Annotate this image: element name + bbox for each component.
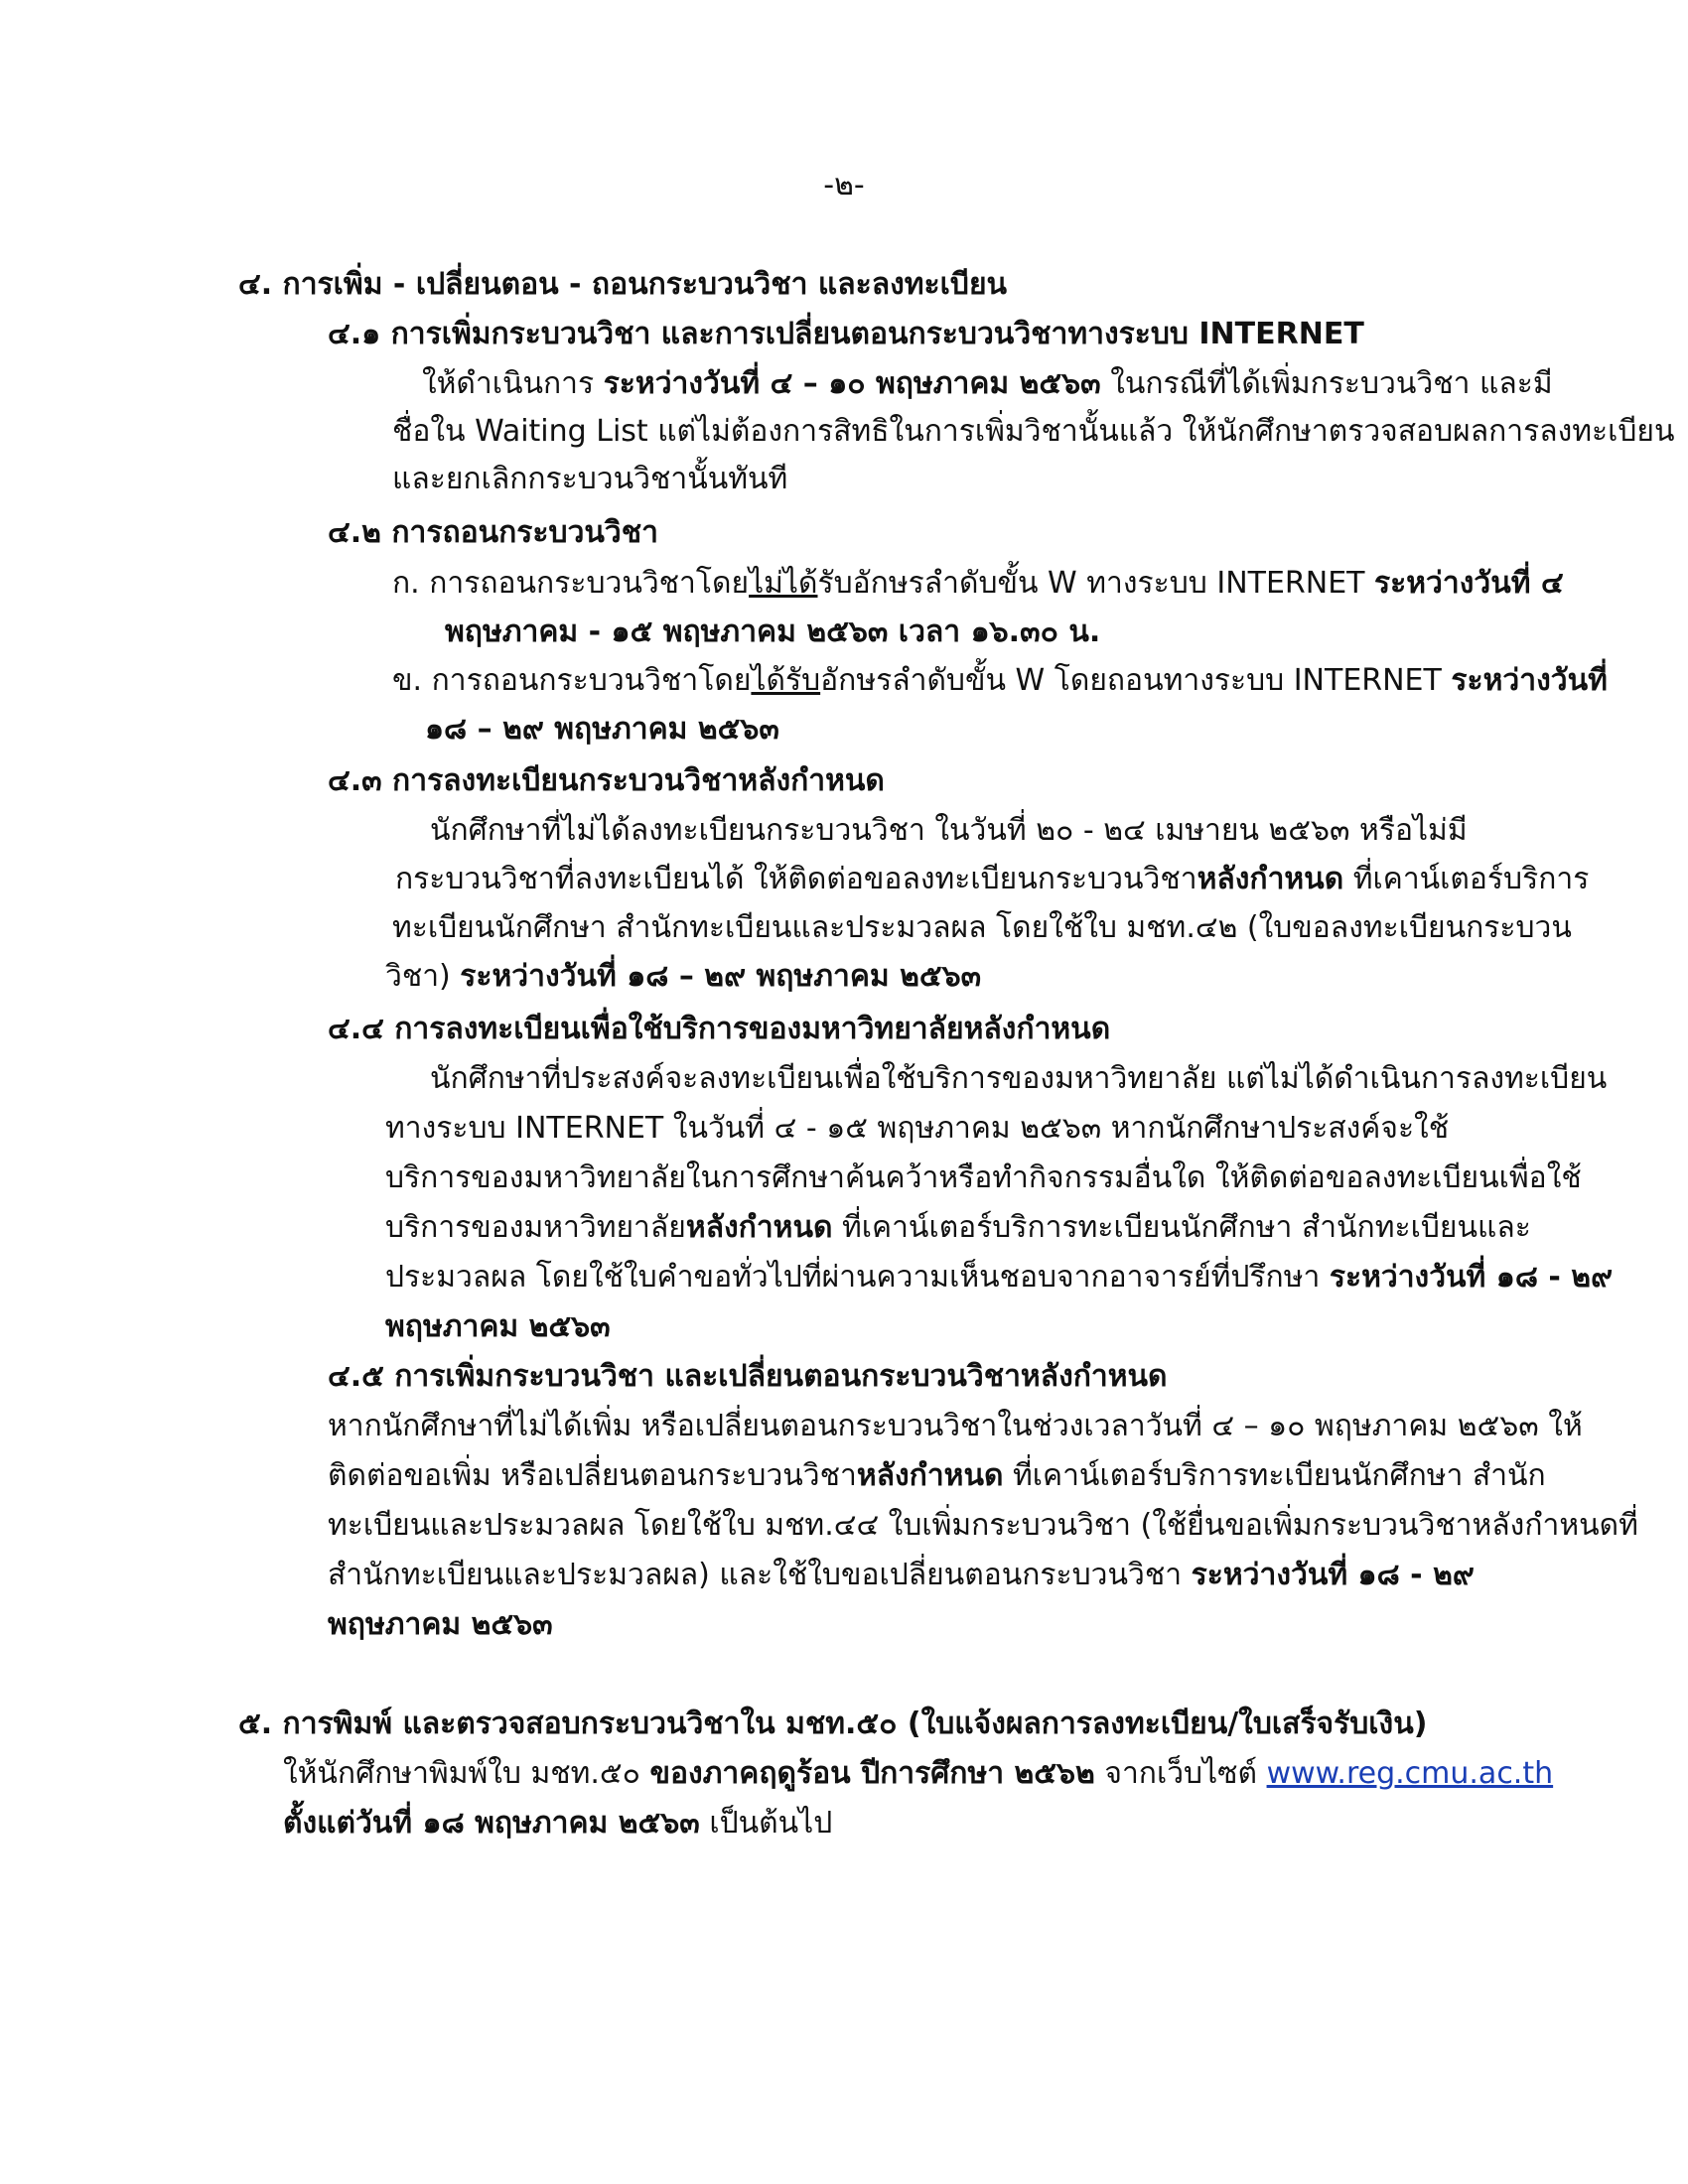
section-4-1-line-3: และยกเลิกกระบวนวิชานั้นทันที [392,462,788,496]
section-4-2-item-b-line-2: ๑๘ – ๒๙ พฤษภาคม ๒๕๖๓ [425,712,779,747]
section-4-4-line-1: นักศึกษาที่ประสงค์จะลงทะเบียนเพื่อใช้บริการของมหาวิทยาลัย แต่ไม่ได้ดำเนินการลงทะเบียน [430,1061,1608,1096]
section-4-3-line-1: นักศึกษาที่ไม่ได้ลงทะเบียนกระบวนวิชา ในวันที่ ๒๐ - ๒๔ เมษายน ๒๕๖๓ หรือไม่มี [430,813,1468,848]
section-4-5-heading: ๔.๕ การเพิ่มกระบวนวิชา และเปลี่ยนตอนกระบวนวิชาหลังกำหนด [328,1359,1168,1394]
reg-website-link[interactable]: www.reg.cmu.ac.th [1266,1756,1554,1791]
section-4-5-line-5: พฤษภาคม ๒๕๖๓ [328,1607,553,1642]
page-number: -๒- [823,168,865,203]
section-4-2-item-a-line-1: ก. การถอนกระบวนวิชาโดยไม่ได้รับอักษรลำดับขั้น W ทางระบบ INTERNET ระหว่างวันที่ ๔ [392,566,1564,601]
section-4-4-heading: ๔.๔ การลงทะเบียนเพื่อใช้บริการของมหาวิทยาลัยหลังกำหนด [328,1012,1111,1046]
section-4-3-line-3: ทะเบียนนักศึกษา สำนักทะเบียนและประมวลผล โดยใช้ใบ มชท.๔๒ (ใบขอลงทะเบียนกระบวน [392,910,1572,945]
section-4-heading: ๔. การเพิ่ม - เปลี่ยนตอน - ถอนกระบวนวิชา และลงทะเบียน [238,267,1008,302]
section-4-1-heading: ๔.๑ การเพิ่มกระบวนวิชา และการเปลี่ยนตอนกระบวนวิชาทางระบบ INTERNET [328,317,1364,351]
section-4-2-item-b-line-1: ข. การถอนกระบวนวิชาโดยได้รับอักษรลำดับขั้น W โดยถอนทางระบบ INTERNET ระหว่างวันที่ [392,663,1608,698]
section-4-5-line-3: ทะเบียนและประมวลผล โดยใช้ใบ มชท.๔๔ ใบเพิ่มกระบวนวิชา (ใช้ยื่นขอเพิ่มกระบวนวิชาหลังกำหนดที่ [328,1508,1638,1543]
section-4-4-line-2: ทางระบบ INTERNET ในวันที่ ๔ - ๑๕ พฤษภาคม ๒๕๖๓ หากนักศึกษาประสงค์จะใช้ [385,1111,1450,1146]
section-4-4-line-5: ประมวลผล โดยใช้ใบคำขอทั่วไปที่ผ่านความเห็นชอบจากอาจารย์ที่ปรึกษา ระหว่างวันที่ ๑๘ - ๒๙ [385,1260,1614,1295]
section-4-3-heading: ๔.๓ การลงทะเบียนกระบวนวิชาหลังกำหนด [328,763,885,798]
section-4-2-heading: ๔.๒ การถอนกระบวนวิชา [328,515,658,550]
section-4-5-line-2: ติดต่อขอเพิ่ม หรือเปลี่ยนตอนกระบวนวิชาหลังกำหนด ที่เคาน์เตอร์บริการทะเบียนนักศึกษา สำนัก [328,1458,1546,1493]
section-4-4-line-4: บริการของมหาวิทยาลัยหลังกำหนด ที่เคาน์เตอร์บริการทะเบียนนักศึกษา สำนักทะเบียนและ [385,1210,1531,1245]
section-4-5-line-1: หากนักศึกษาที่ไม่ได้เพิ่ม หรือเปลี่ยนตอนกระบวนวิชาในช่วงเวลาวันที่ ๔ – ๑๐ พฤษภาคม ๒๕๖๓ ให้ [328,1409,1583,1443]
section-4-1-line-1: ให้ดำเนินการ ระหว่างวันที่ ๔ – ๑๐ พฤษภาคม ๒๕๖๓ ในกรณีที่ได้เพิ่มกระบวนวิชา และมี [422,366,1553,401]
section-4-3-line-2: กระบวนวิชาที่ลงทะเบียนได้ ให้ติดต่อขอลงทะเบียนกระบวนวิชาหลังกำหนด ที่เคาน์เตอร์บริการ [395,862,1590,896]
section-5-line-2: ตั้งแต่วันที่ ๑๘ พฤษภาคม ๒๕๖๓ เป็นต้นไป [283,1806,833,1841]
section-5-heading: ๕. การพิมพ์ และตรวจสอบกระบวนวิชาใน มชท.๕๐ (ใบแจ้งผลการลงทะเบียน/ใบเสร็จรับเงิน) [238,1706,1428,1741]
section-4-3-line-4: วิชา) ระหว่างวันที่ ๑๘ – ๒๙ พฤษภาคม ๒๕๖๓ [385,959,982,994]
section-4-5-line-4: สำนักทะเบียนและประมวลผล) และใช้ใบขอเปลี่ยนตอนกระบวนวิชา ระหว่างวันที่ ๑๘ - ๒๙ [328,1558,1475,1592]
section-5-line-1: ให้นักศึกษาพิมพ์ใบ มชท.๕๐ ของภาคฤดูร้อน ปีการศึกษา ๒๕๖๒ จากเว็บไซต์ www.reg.cmu.ac.th [283,1756,1554,1791]
section-4-2-item-a-line-2: พฤษภาคม - ๑๕ พฤษภาคม ๒๕๖๓ เวลา ๑๖.๓๐ น. [445,614,1101,649]
section-4-1-line-2: ชื่อใน Waiting List แต่ไม่ต้องการสิทธิในการเพิ่มวิชานั้นแล้ว ให้นักศึกษาตรวจสอบผลการลงทะเบียน [392,414,1675,449]
section-4-4-line-6: พฤษภาคม ๒๕๖๓ [385,1309,611,1344]
section-4-4-line-3: บริการของมหาวิทยาลัยในการศึกษาค้นคว้าหรือทำกิจกรรมอื่นใด ให้ติดต่อขอลงทะเบียนเพื่อใช้ [385,1160,1582,1195]
